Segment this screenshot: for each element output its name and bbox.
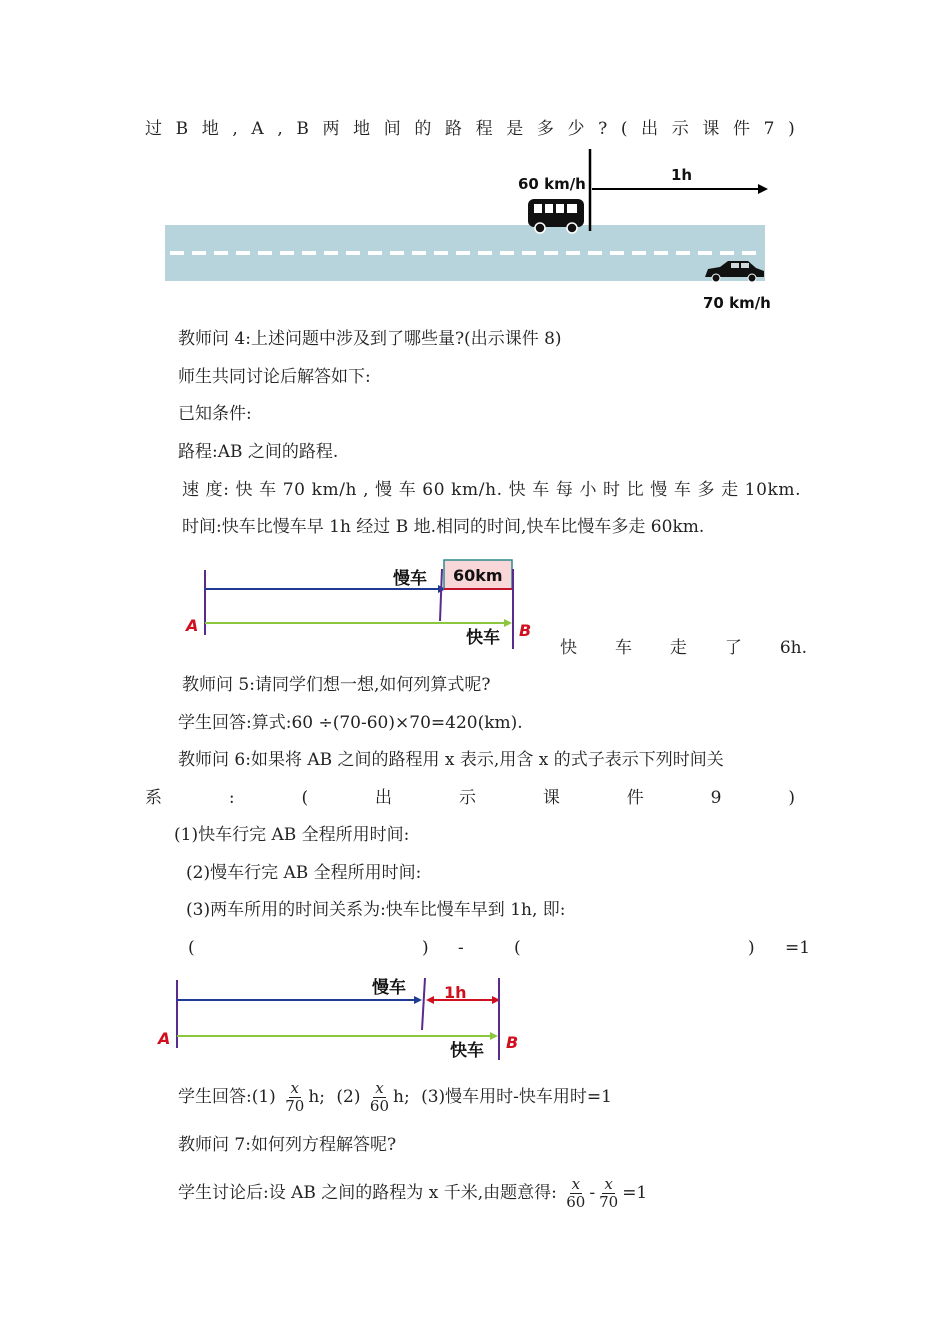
char: 件 (626, 788, 644, 808)
char: A (251, 119, 264, 139)
item-2: (2)慢车行完 AB 全程所用时间: (186, 863, 422, 883)
denominator: 60 (566, 1193, 586, 1211)
teacher-question-6: 教师问 6:如果将 AB 之间的路程用 x 表示,用含 x 的式子表示下列时间关 (178, 750, 724, 770)
arrow-head (758, 184, 768, 194)
answer-part-3: (3)慢车用时-快车用时=1 (421, 1087, 612, 1107)
fraction-x-over-60 (564, 1176, 587, 1211)
char: ) (788, 119, 795, 139)
fast-car-label: 快车 (450, 1041, 484, 1061)
close-paren: ) (422, 938, 429, 958)
fraction-x-over-70 (597, 1176, 620, 1211)
numerator: x (604, 1175, 613, 1193)
minus-sign: - (589, 1183, 596, 1203)
char: : (228, 788, 235, 808)
fast-car-label: 快车 (466, 628, 500, 648)
slow-car-label: 慢车 (393, 569, 427, 589)
known-conditions: 已知条件: (178, 404, 252, 424)
open-paren: ( (188, 938, 195, 958)
char: ) (788, 788, 795, 808)
speed-slow-label: 60 km/h (518, 175, 586, 193)
fast-car-time-line (560, 636, 807, 660)
teacher-question-6-tail (145, 786, 795, 810)
point-a-label: A (186, 616, 199, 635)
gap-label: 1h (444, 983, 467, 1002)
char: B (175, 119, 189, 139)
speed-line: 速 度: 快 车 70 km/h , 慢 车 60 km/h. 快 车 每 小 时 比 慢 车 多 走 10km. (182, 480, 802, 500)
char: 快 (560, 638, 577, 658)
numerator: x (375, 1079, 384, 1097)
answer-part-2: (2) (336, 1087, 361, 1107)
char: , (277, 119, 283, 139)
char: 地 (201, 119, 219, 139)
problem-line (145, 117, 795, 141)
teacher-question-7: 教师问 7:如何列方程解答呢? (178, 1135, 397, 1155)
char: 件 (732, 119, 750, 139)
char: 的 (414, 119, 432, 139)
char: ( (301, 788, 309, 808)
unit: h; (308, 1087, 325, 1107)
point-b-label: B (506, 1033, 519, 1052)
item-1: (1)快车行完 AB 全程所用时间: (174, 825, 410, 845)
char: 6h. (779, 638, 807, 658)
char: ( (620, 119, 628, 139)
discussion-intro: 师生共同讨论后解答如下: (178, 367, 371, 387)
fraction-x-over-70 (283, 1080, 306, 1115)
char: 7 (763, 119, 775, 139)
speed-fast-label: 70 km/h (703, 294, 771, 312)
char: 车 (614, 638, 632, 658)
numerator: x (290, 1079, 299, 1097)
char: ? (598, 119, 608, 139)
open-paren: ( (514, 938, 521, 958)
denominator: 70 (599, 1193, 619, 1211)
char: 路 (444, 119, 462, 139)
distance-line: 路程:AB 之间的路程. (178, 442, 339, 462)
close-paren: ) (748, 938, 755, 958)
road-figure (160, 145, 780, 315)
numerator: x (571, 1175, 581, 1193)
distance-diagram-1 (180, 555, 540, 655)
fraction-x-over-60 (368, 1080, 391, 1115)
char: 课 (542, 788, 560, 808)
slow-car-label: 慢车 (372, 978, 406, 998)
char: , (232, 119, 238, 139)
time-line: 时间:快车比慢车早 1h 经过 B 地.相同的时间,快车比慢车多走 60km. (182, 517, 705, 537)
student-answer-5: 学生回答:算式:60 ÷(70-60)×70=420(km). (178, 713, 523, 733)
char: 示 (458, 788, 476, 808)
point-a-label: A (158, 1029, 171, 1048)
answer-prefix: 学生讨论后:设 AB 之间的路程为 x 千米,由题意得: (178, 1183, 557, 1203)
char: 出 (375, 788, 393, 808)
answer-prefix: 学生回答:(1) (178, 1087, 276, 1107)
char: 多 (536, 119, 554, 139)
point-b-label: B (519, 621, 532, 640)
item-3: (3)两车所用的时间关系为:快车比慢车早到 1h, 即: (186, 900, 566, 920)
char: 课 (702, 119, 720, 139)
char: 过 (145, 119, 162, 139)
char: 地 (353, 119, 371, 139)
char: 程 (475, 119, 493, 139)
char: 9 (710, 788, 722, 808)
student-answer-6 (178, 1076, 612, 1118)
teacher-question-5: 教师问 5:请同学们想一想,如何列算式呢? (182, 675, 491, 695)
minus-sign: - (458, 938, 464, 958)
char: 系 (145, 788, 162, 808)
char: 少 (567, 119, 585, 139)
denominator: 60 (369, 1097, 389, 1115)
char: B (296, 119, 309, 139)
char: 走 (669, 638, 687, 658)
char: 示 (671, 119, 689, 139)
equation-result: =1 (622, 1183, 648, 1203)
char: 两 (322, 119, 340, 139)
distance-diagram-2 (150, 968, 540, 1068)
teacher-question-4: 教师问 4:上述问题中涉及到了哪些量?(出示课件 8) (178, 329, 562, 349)
student-answer-7 (178, 1172, 647, 1214)
char: 间 (383, 119, 401, 139)
equals-one: =1 (785, 938, 811, 958)
gap-value-label: 60km (453, 566, 503, 585)
char: 了 (724, 638, 742, 658)
char: 是 (506, 119, 524, 139)
gap-label: 1h (671, 166, 693, 184)
unit: h; (393, 1087, 410, 1107)
denominator: 70 (285, 1097, 305, 1115)
char: 出 (641, 119, 659, 139)
